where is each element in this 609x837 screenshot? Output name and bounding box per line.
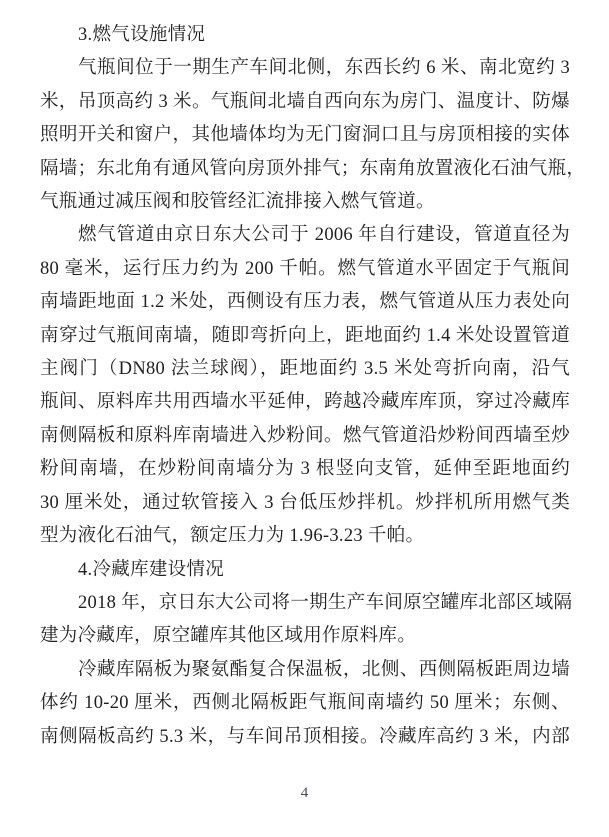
text-line: 照明开关和窗户，其他墙体均为无门窗洞口且与房顶相接的实体 bbox=[40, 125, 570, 146]
text-line: 南墙距地面 1.2 米处，西侧设有压力表，燃气管道从压力表处向 bbox=[40, 292, 570, 313]
text-line: 30 厘米处，通过软管接入 3 台低压炒拌机。炒拌机所用燃气类 bbox=[40, 492, 570, 513]
page-number: 4 bbox=[300, 785, 309, 801]
text-line: 南侧隔板高约 5.3 米，与车间吊顶相接。冷藏库高约 3 米，内部 bbox=[40, 726, 570, 747]
text-line: 气瓶通过减压阀和胶管经汇流排接入燃气管道。 bbox=[40, 192, 435, 213]
text-line: 建为冷藏库，原空罐库其他区域用作原料库。 bbox=[40, 626, 417, 647]
section-heading-4: 4.冷藏库建设情况 bbox=[78, 559, 225, 580]
text-line: 冷藏库隔板为聚氨酯复合保温板，北侧、西侧隔板距周边墙 bbox=[78, 659, 570, 680]
text-line: 气瓶间位于一期生产车间北侧，东西长约 6 米、南北宽约 3 bbox=[78, 58, 570, 79]
section-heading-3: 3.燃气设施情况 bbox=[78, 25, 206, 45]
text-line: 2018 年，京日东大公司将一期生产车间原空罐库北部区域隔 bbox=[78, 592, 573, 613]
text-line: 主阀门（DN80 法兰球阀），距地面约 3.5 米处弯折向南，沿气 bbox=[40, 359, 570, 380]
text-line: 瓶间、原料库共用西墙水平延伸，跨越冷藏库库顶，穿过冷藏库 bbox=[40, 392, 570, 413]
text-line: 型为液化石油气，额定压力为 1.96-3.23 千帕。 bbox=[40, 526, 425, 547]
text-line: 燃气管道由京日东大公司于 2006 年自行建设，管道直径为 bbox=[78, 225, 570, 246]
text-line: 隔墙；东北角有通风管向房顶外排气；东南角放置液化石油气瓶， bbox=[40, 158, 586, 179]
text-line: 南侧隔板和原料库南墙进入炒粉间。燃气管道沿炒粉间西墙至炒 bbox=[40, 425, 570, 446]
text-line: 米，吊顶高约 3 米。气瓶间北墙自西向东为房门、温度计、防爆 bbox=[40, 91, 570, 112]
text-block bbox=[40, 19, 586, 754]
text-line: 体约 10-20 厘米，西侧北隔板距气瓶间南墙约 50 厘米；东侧、 bbox=[40, 693, 570, 714]
text-line: 南穿过气瓶间南墙，随即弯折向上，距地面约 1.4 米处设置管道 bbox=[40, 325, 570, 346]
text-line: 粉间南墙，在炒粉间南墙分为 3 根竖向支管，延伸至距地面约 bbox=[40, 459, 570, 480]
text-line: 80 毫米，运行压力约为 200 千帕。燃气管道水平固定于气瓶间 bbox=[40, 258, 570, 279]
